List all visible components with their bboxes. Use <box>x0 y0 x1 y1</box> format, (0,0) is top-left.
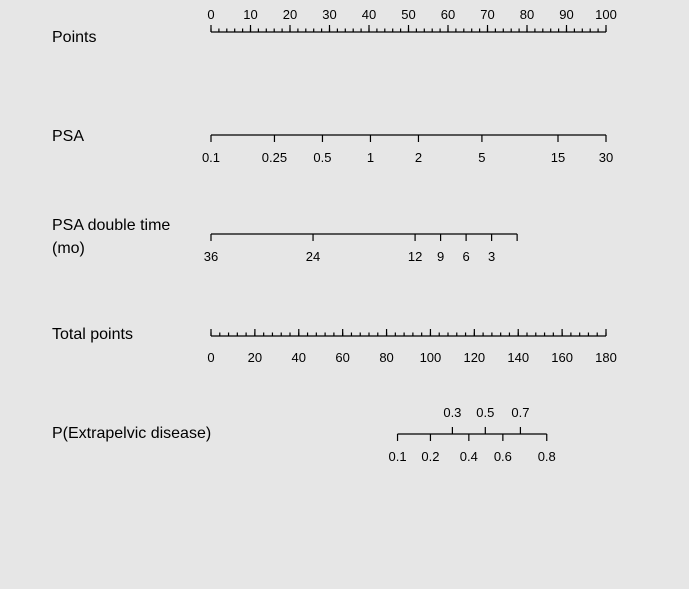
tick-label: 80 <box>379 350 394 365</box>
tick-label: 0.2 <box>421 449 440 464</box>
tick-label: 160 <box>551 350 573 365</box>
axis-label: PSA <box>52 128 85 145</box>
tick-label: 0.4 <box>459 449 478 464</box>
tick-label: 100 <box>419 350 442 365</box>
tick-label: 0.5 <box>476 405 495 420</box>
tick-label: 0.3 <box>443 405 462 420</box>
tick-label: 40 <box>291 350 307 365</box>
tick-label: 10 <box>243 7 258 22</box>
tick-label: 140 <box>507 350 530 365</box>
axis-label: PSA double time <box>52 217 171 234</box>
tick-label: 180 <box>595 350 617 365</box>
tick-label: 24 <box>305 249 321 264</box>
tick-label: 0.25 <box>261 150 288 165</box>
tick-label: 120 <box>463 350 486 365</box>
axis-label: Points <box>52 29 97 46</box>
tick-label: 0.1 <box>201 150 221 165</box>
tick-label: 0 <box>207 7 215 22</box>
tick-label: 0.7 <box>511 405 530 420</box>
tick-label: 90 <box>559 7 574 22</box>
tick-label: 2 <box>414 150 423 165</box>
tick-label: 20 <box>247 350 263 365</box>
tick-label: 40 <box>361 7 377 22</box>
tick-label: 0.6 <box>493 449 512 464</box>
tick-label: 30 <box>322 7 337 22</box>
tick-label: 0.1 <box>388 449 407 464</box>
tick-label: 36 <box>203 249 219 264</box>
tick-label: 80 <box>519 7 535 22</box>
tick-label: 15 <box>550 150 566 165</box>
tick-label: 3 <box>487 249 496 264</box>
tick-label: 5 <box>478 150 486 165</box>
tick-label: 6 <box>462 249 470 264</box>
tick-label: 70 <box>480 7 495 22</box>
tick-label: 60 <box>440 7 456 22</box>
tick-label: 1 <box>366 150 375 165</box>
tick-label: 9 <box>436 249 445 264</box>
axis-label: P(Extrapelvic disease) <box>52 425 212 442</box>
axis-label: (mo) <box>52 240 85 257</box>
tick-label: 100 <box>595 7 617 22</box>
tick-label: 12 <box>407 249 423 264</box>
tick-label: 0 <box>207 350 215 365</box>
tick-label: 20 <box>282 7 298 22</box>
tick-label: 0.8 <box>537 449 556 464</box>
tick-label: 30 <box>598 150 614 165</box>
tick-label: 60 <box>335 350 350 365</box>
tick-label: 0.5 <box>313 150 332 165</box>
tick-label: 50 <box>401 7 416 22</box>
axis-label: Total points <box>52 326 133 343</box>
